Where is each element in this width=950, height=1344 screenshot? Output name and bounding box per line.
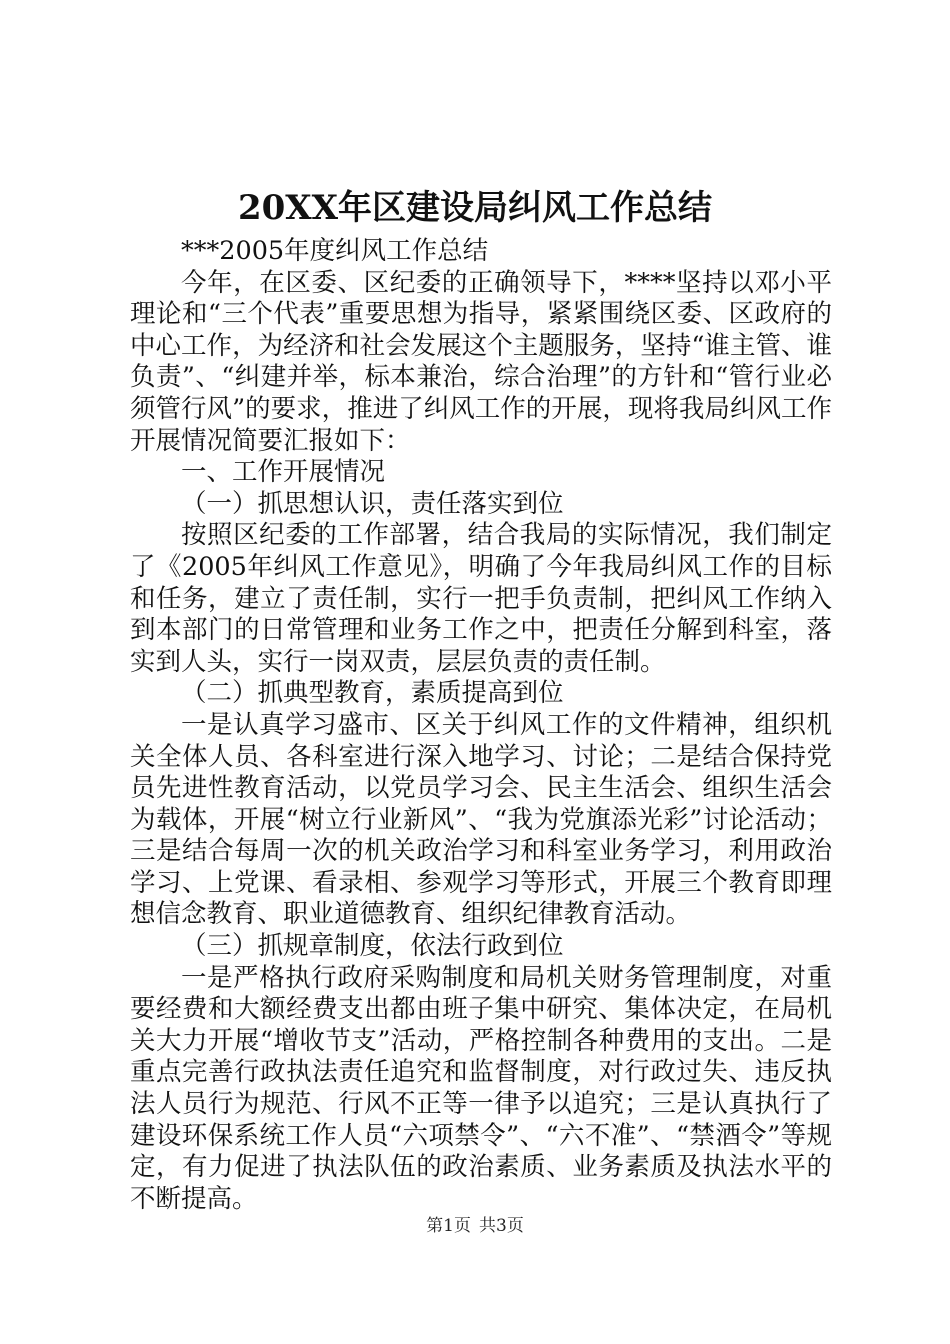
section-heading-1: 一、工作开展情况: [181, 457, 386, 488]
document-title: 20XX年区建设局纠风工作总结: [237, 188, 713, 228]
document-subtitle: ***2005年度纠风工作总结: [181, 236, 489, 266]
page-number: 第1页: [426, 1216, 471, 1236]
paragraph-2: 一是认真学习盛市、区关于纠风工作的文件精神，组织机关全体人员、各科室进行深入地学习、讨论；二是结合保持党员先进性教育活动，以党员学习会、民主生活会、组织生活会为载体，开展“树立行业新风”、“我为党旗添光彩”讨论活动；三是结合每周一次的机关政治学习和科室业务学习，利用政治学习、上党课、看录相、参观学习等形式，开展三个教育即理想信念教育、职业道德教育、组织纪律教育活动。: [130, 709, 832, 930]
subsection-heading-2: （二）抓典型教育，素质提高到位: [181, 678, 564, 709]
subsection-heading-3: （三）抓规章制度，依法行政到位: [181, 931, 564, 962]
page-total: 共3页: [479, 1216, 524, 1236]
document-body: [130, 236, 832, 1215]
paragraph-3: 一是严格执行政府采购制度和局机关财务管理制度，对重要经费和大额经费支出都由班子集中研究、集体决定，在局机关大力开展“增收节支”活动，严格控制各种费用的支出。二是重点完善行政执法责任追究和监督制度，对行政过失、违反执法人员行为规范、行风不正等一律予以追究；三是认真执行了建设环保系统工作人员“六项禁令”、“六不准”、“禁酒令”等规定，有力促进了执法队伍的政治素质、业务素质及执法水平的不断提高。: [130, 962, 832, 1214]
page-footer: [0, 1215, 950, 1237]
paragraph-1: 按照区纪委的工作部署，结合我局的实际情况，我们制定了《2005年纠风工作意见》，明确了今年我局纠风工作的目标和任务，建立了责任制，实行一把手负责制，把纠风工作纳入到本部门的日常管理和业务工作之中，把责任分解到科室，落实到人头，实行一岗双责，层层负责的责任制。: [130, 520, 832, 677]
paragraph-intro: 今年，在区委、区纪委的正确领导下，****坚持以邓小平理论和“三个代表”重要思想为指导，紧紧围绕区委、区政府的中心工作，为经济和社会发展这个主题服务，坚持“谁主管、谁负责”、“纠建并举，标本兼治，综合治理”的方针和“管行业必须管行风”的要求，推进了纠风工作的开展，现将我局纠风工作开展情况简要汇报如下：: [130, 267, 832, 456]
subsection-heading-1: （一）抓思想认识，责任落实到位: [181, 488, 564, 519]
